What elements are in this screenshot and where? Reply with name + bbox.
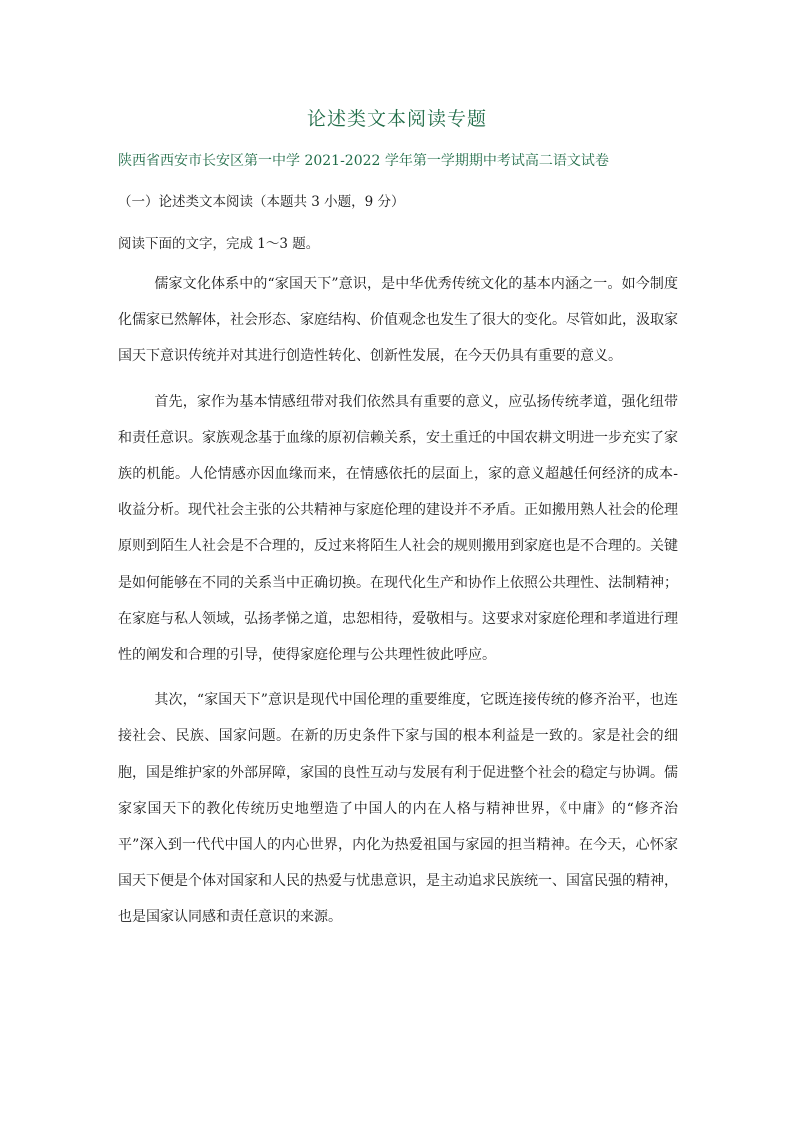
passage-body xyxy=(118,266,678,945)
exam-source-line: 陕西省西安市长安区第一中学 2021-2022 学年第一学期期中考试高二语文试卷 xyxy=(118,153,609,169)
passage-paragraph-2: 首先，家作为基本情感纽带对我们依然具有重要的意义，应弘扬传统孝道，强化纽带和责任意识。家族观念基于血缘的原初信赖关系，安土重迁的中国农耕文明进一步充实了家族的机能。人伦情感亦因血缘而来，在情感依托的层面上，家的意义超越任何经济的成本-收益分析。现代社会主张的公共精神与家庭伦理的建设并不矛盾。正如搬用熟人社会的伦理原则到陌生人社会是不合理的，反过来将陌生人社会的规则搬用到家庭也是不合理的。关键是如何能够在不同的关系当中正确切换。在现代化生产和协作上依照公共理性、法制精神；在家庭与私人领域，弘扬孝悌之道，忠恕相待，爱敬相与。这要求对家庭伦理和孝道进行理性的阐发和合理的引导，使得家庭伦理与公共理性彼此呼应。 xyxy=(118,393,678,664)
document-title: 论述类文本阅读专题 xyxy=(306,108,487,130)
section-heading: （一）论述类文本阅读（本题共 3 小题，9 分） xyxy=(118,194,405,210)
passage-paragraph-1: 儒家文化体系中的“家国天下”意识，是中华优秀传统文化的基本内涵之一。如今制度化儒家已然解体，社会形态、家庭结构、价值观念也发生了很大的变化。尽管如此，汲取家国天下意识传统并对其进行创造性转化、创新性发展，在今天仍具有重要的意义。 xyxy=(118,276,678,365)
reading-instruction: 阅读下面的文字，完成 1～3 题。 xyxy=(118,236,320,252)
passage-paragraph-3: 其次，“家国天下”意识是现代中国伦理的重要维度，它既连接传统的修齐治平，也连接社会、民族、国家问题。在新的历史条件下家与国的根本利益是一致的。家是社会的细胞，国是维护家的外部屏障，家国的良性互动与发展有利于促进整个社会的稳定与协调。儒家家国天下的教化传统历史地塑造了中国人的内在人格与精神世界，《中庸》的“修齐治平”深入到一代代中国人的内心世界，内化为热爱祖国与家园的担当精神。在今天，心怀家国天下便是个体对国家和人民的热爱与忧患意识，是主动追求民族统一、国富民强的精神，也是国家认同感和责任意识的来源。 xyxy=(118,692,678,926)
